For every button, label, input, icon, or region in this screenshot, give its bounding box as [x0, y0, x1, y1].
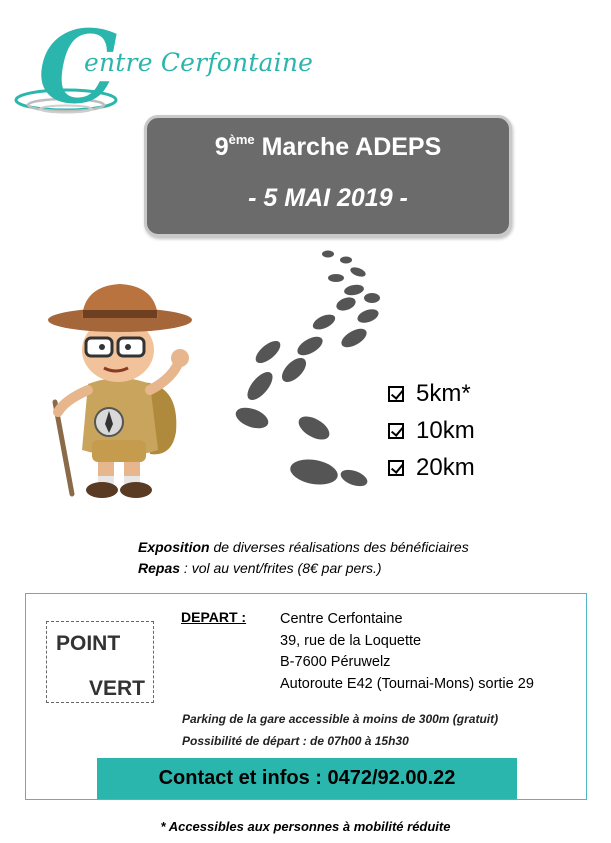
point-vert-line1: POINT	[56, 632, 121, 655]
contact-banner: Contact et infos : 0472/92.00.22	[97, 758, 517, 799]
address-line: Autoroute E42 (Tournai-Mons) sortie 29	[280, 675, 534, 692]
checkbox-icon	[388, 386, 404, 402]
hours-note: Possibilité de départ : de 07h00 à 15h30	[182, 734, 409, 748]
event-title: 9ème Marche ADEPS	[214, 132, 442, 161]
logo-letter: C	[38, 8, 118, 126]
checkbox-icon	[388, 460, 404, 476]
accessibility-footnote: * Accessibles aux personnes à mobilité réduite	[160, 819, 451, 834]
explorer-illustration-icon	[10, 272, 210, 516]
parking-note: Parking de la gare accessible à moins de 300m (gratuit)	[182, 712, 499, 726]
depart-address	[280, 609, 534, 695]
distance-item	[388, 449, 475, 486]
distance-label: 10km	[416, 416, 475, 444]
event-title-box	[144, 115, 512, 237]
practical-notes	[182, 708, 498, 752]
footprints-illustration-icon	[228, 242, 398, 502]
distance-item	[388, 375, 475, 412]
distance-label: 20km	[416, 453, 475, 481]
exposition-line: Exposition de diverses réalisations des bénéficiaires	[138, 539, 469, 555]
distance-label: 5km*	[416, 379, 471, 407]
address-line: 39, rue de la Loquette	[280, 632, 422, 649]
checkbox-icon	[388, 423, 404, 439]
logo-text: entre Cerfontaine	[84, 48, 314, 77]
point-vert-line2: VERT	[89, 677, 146, 700]
distance-item	[388, 412, 475, 449]
address-line: Centre Cerfontaine	[280, 611, 403, 627]
distance-list	[388, 375, 475, 486]
depart-label: DEPART :	[181, 609, 247, 625]
repas-line: Repas : vol au vent/frites (8€ par pers.)	[138, 560, 382, 576]
point-vert-badge	[46, 621, 154, 703]
event-date: - 5 MAI 2019 -	[248, 184, 408, 212]
address-line: B-7600 Péruwelz	[280, 654, 391, 670]
event-info	[138, 537, 469, 579]
